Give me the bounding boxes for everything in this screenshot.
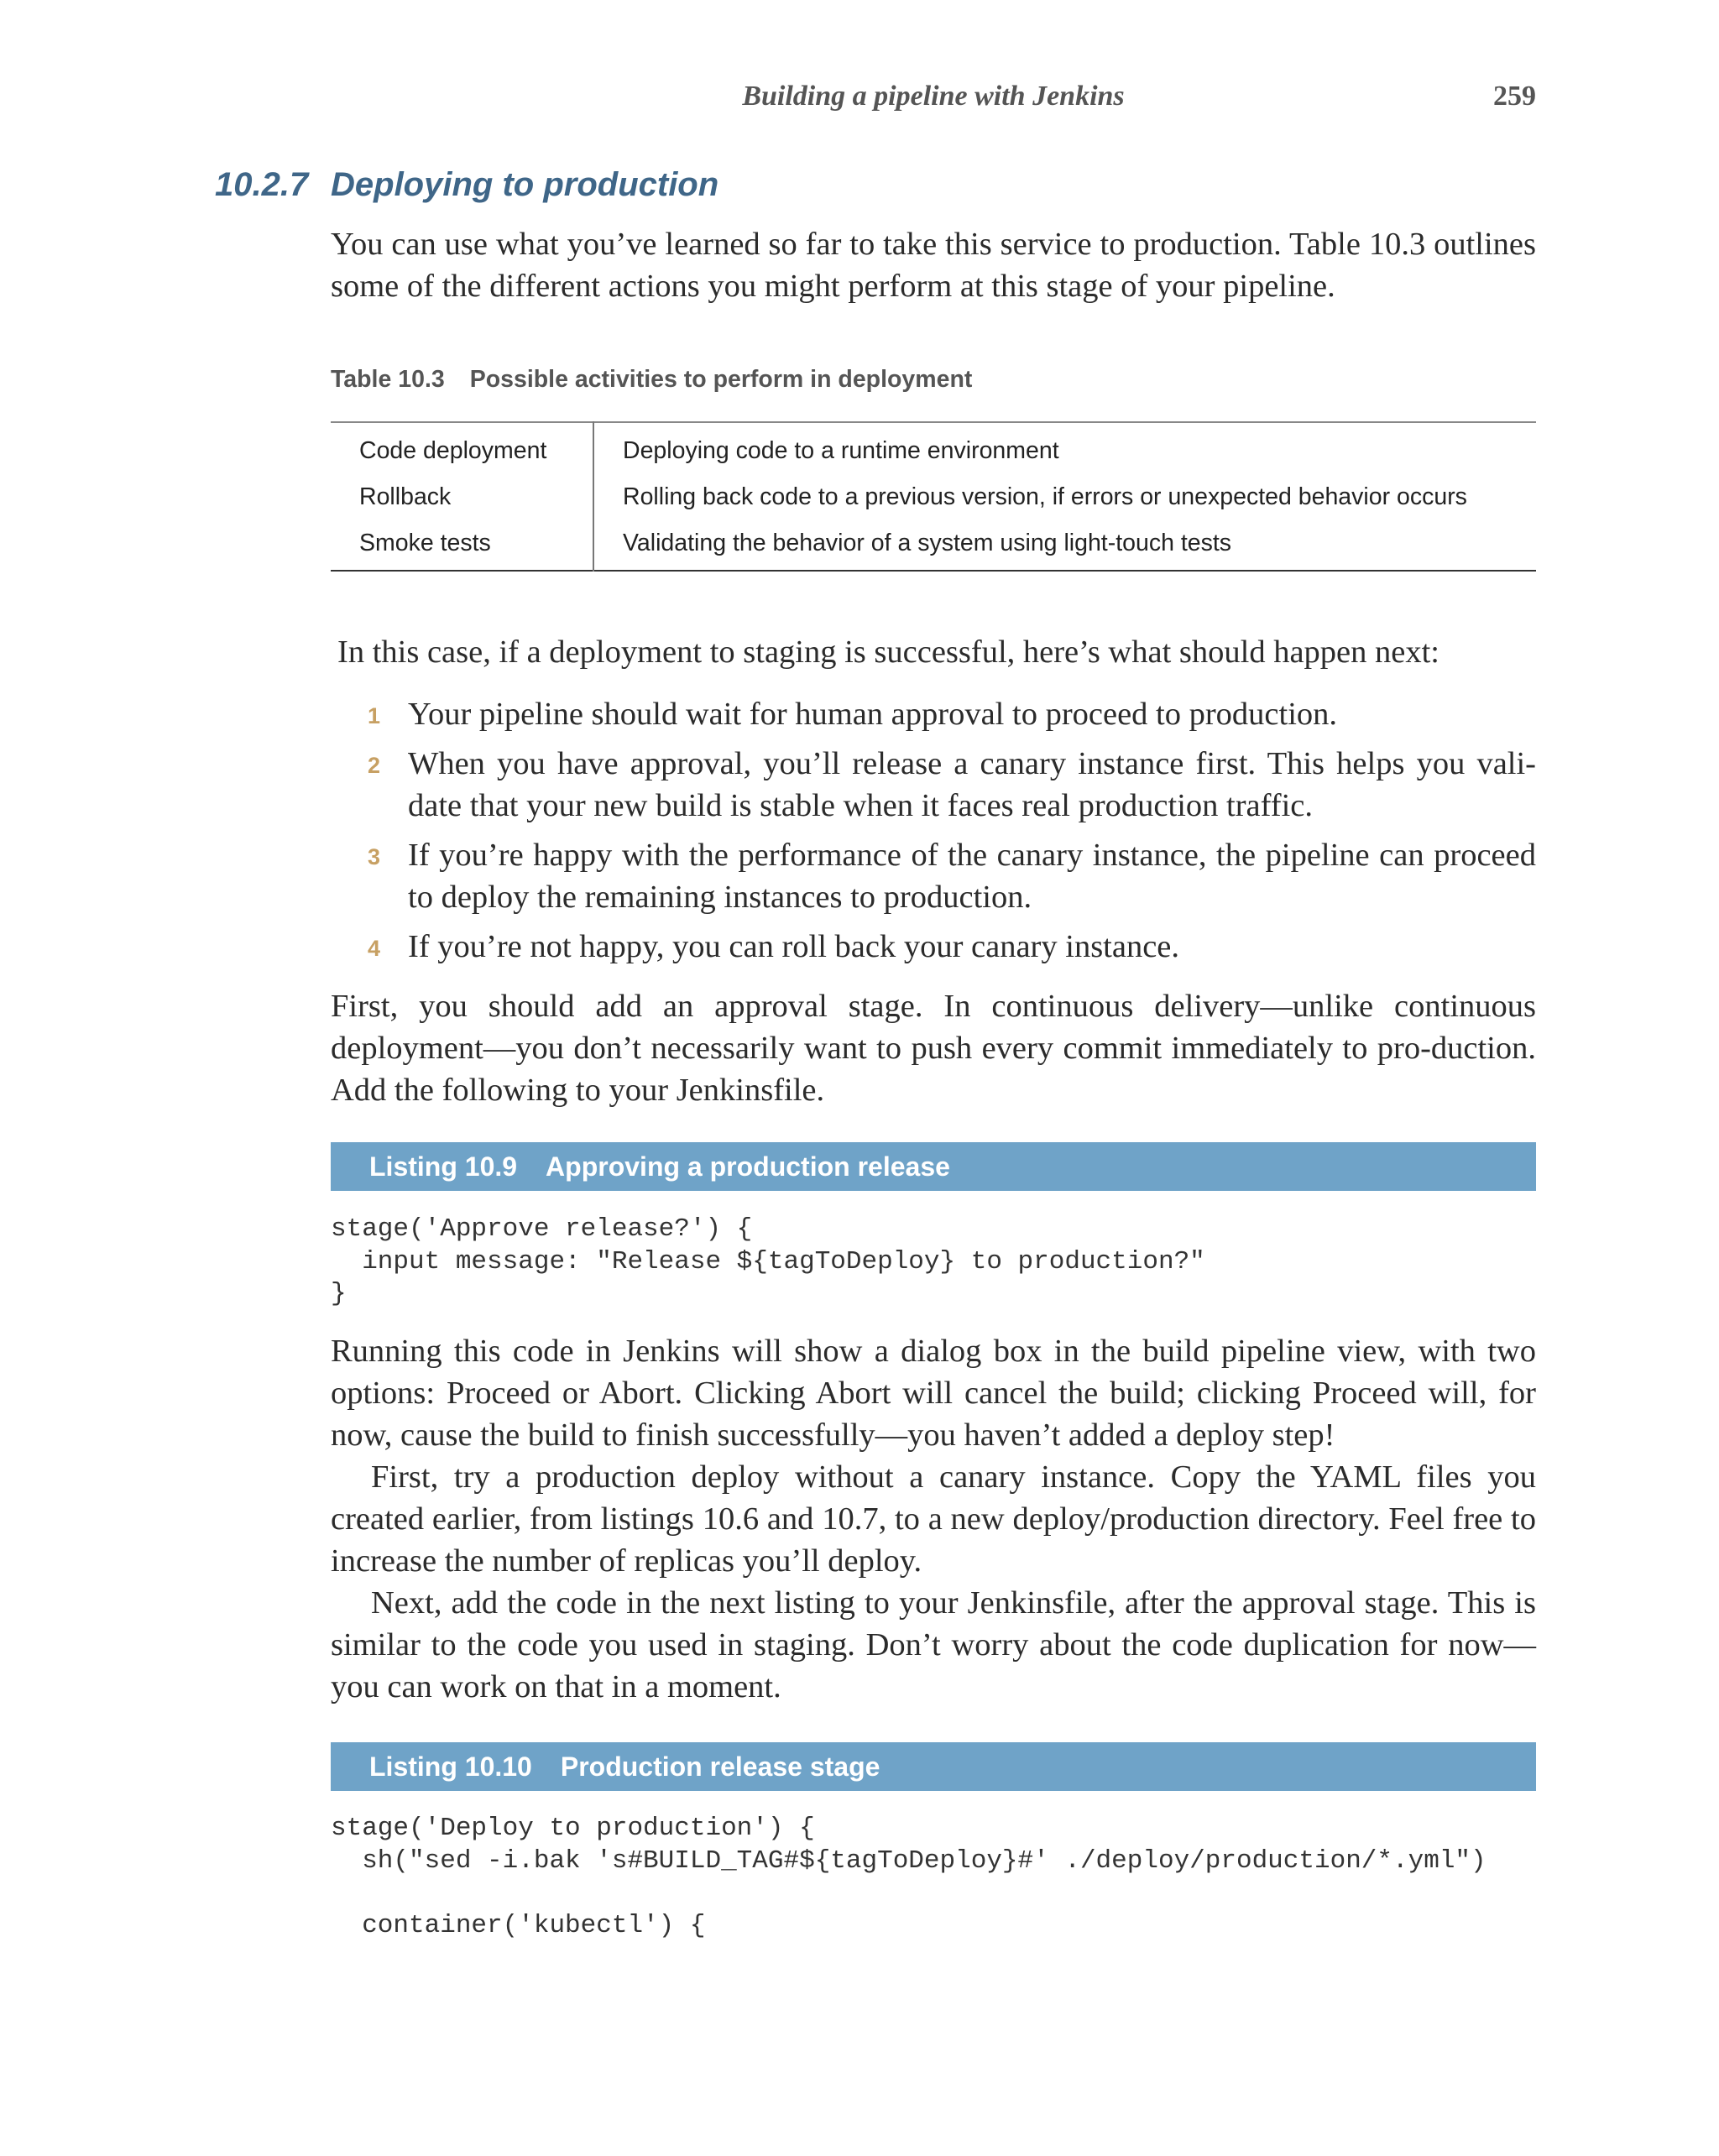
listing-number: Listing 10.10 [369, 1751, 532, 1782]
listing-title: Approving a production release [546, 1151, 950, 1182]
list-number: 1 [368, 703, 381, 728]
table-cell-description: Validating the behavior of a system using light-touch tests [623, 530, 1232, 556]
listing-10-9-header [331, 1142, 1536, 1191]
approval-paragraph: First, you should add an approval stage. In continuous delivery—unlike continuous deployment—you don’t necessarily want to push every commit immediately to pro-duction. Add the following to your Jenkinsfile. [331, 989, 1536, 1108]
list-item [331, 926, 1536, 968]
running-title: Building a pipeline with Jenkins [742, 81, 1125, 112]
list-text: If you’re happy with the performance of the canary instance, the pipeline can proceed to deploy the remaining instances to production. [408, 838, 1536, 915]
running-paragraph: Running this code in Jenkins will show a dialog box in the build pipeline view, with two options: Proceed or Abort. Clicking Abort will cancel the build; clicking Proceed will, for now, cause the build to finish successfully—you haven’t added a deploy step! [331, 1334, 1536, 1453]
next-steps-intro-block [337, 631, 1536, 673]
table-caption [331, 366, 972, 394]
next-steps-intro: In this case, if a deployment to staging is successful, here’s what should happen next: [337, 634, 1439, 670]
activities-table [331, 421, 1536, 572]
list-number: 2 [368, 753, 381, 778]
listing-10-10-code: stage('Deploy to production') { sh("sed -i.bak 's#BUILD_TAG#${tagToDeploy}#' ./deploy/production/*.yml") container('kubectl') { [331, 1814, 1486, 1940]
table-cell-description: Deploying code to a runtime environment [623, 437, 1059, 464]
listing-title: Production release stage [560, 1751, 880, 1782]
list-text: Your pipeline should wait for human approval to proceed to production. [408, 697, 1338, 732]
listing-10-10-header [331, 1742, 1536, 1791]
section-number: 10.2.7 [215, 166, 309, 203]
list-number: 3 [368, 844, 381, 869]
list-item [331, 743, 1536, 827]
page-number: 259 [1493, 81, 1536, 112]
first-try-paragraph: First, try a production deploy without a canary instance. Copy the YAML files you created earlier, from listings 10.6 and 10.7, to a new deploy/production directory. Feel free to increase the number of replicas you’ll deploy. [331, 1459, 1536, 1579]
table-title: Possible activities to perform in deployment [469, 366, 973, 393]
listing-number: Listing 10.9 [369, 1151, 518, 1182]
table-row [331, 474, 1536, 520]
table-cell-term: Code deployment [331, 422, 593, 474]
table-cell-description: Rolling back code to a previous version, if errors or unexpected behavior occurs [623, 483, 1467, 510]
intro-block [331, 223, 1536, 307]
list-text: If you’re not happy, you can roll back your canary instance. [408, 929, 1180, 964]
next-code-paragraph: Next, add the code in the next listing to your Jenkinsfile, after the approval stage. This is similar to the code you used in staging. Don’t worry about the code duplication for now—you can work on that in a moment. [331, 1585, 1536, 1704]
table-cell-term: Smoke tests [331, 520, 593, 571]
approval-block [331, 985, 1536, 1111]
list-text: When you have approval, you’ll release a canary instance first. This helps you vali-date that your new build is stable when it faces real production traffic. [408, 746, 1536, 823]
section-heading [215, 166, 718, 204]
table-cell-term: Rollback [331, 474, 593, 520]
table-row [331, 422, 1536, 474]
running-header [331, 81, 1536, 117]
list-item [331, 693, 1536, 735]
list-item [331, 834, 1536, 918]
next-steps-list [331, 693, 1536, 975]
list-number: 4 [368, 936, 381, 961]
table-row [331, 520, 1536, 571]
listing-10-9-code: stage('Approve release?') { input message: "Release ${tagToDeploy} to production?" } [331, 1214, 1205, 1308]
table-number: Table 10.3 [331, 366, 445, 393]
running-block [331, 1330, 1536, 1708]
intro-paragraph: You can use what you’ve learned so far to take this service to production. Table 10.3 outlines some of the different actions you might perform at this stage of your pipeline. [331, 227, 1536, 304]
section-title: Deploying to production [331, 166, 719, 203]
